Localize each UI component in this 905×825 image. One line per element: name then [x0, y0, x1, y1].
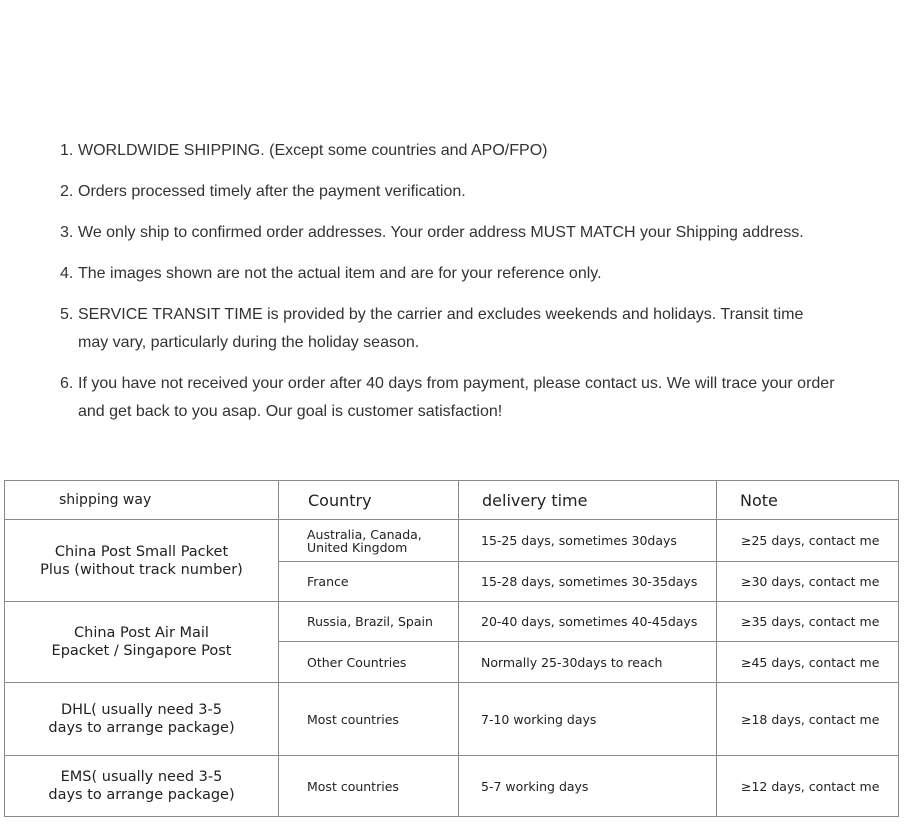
policy-item-5	[0, 301, 905, 357]
note-cell: ≥45 days, contact me	[717, 642, 899, 683]
country-line: United Kingdom	[307, 539, 408, 555]
delivery-time-cell: 5-7 working days	[459, 756, 717, 817]
note-cell: ≥18 days, contact me	[717, 683, 899, 756]
table-row	[5, 602, 899, 642]
note-cell: ≥30 days, contact me	[717, 562, 899, 602]
policy-number: 1.	[60, 142, 74, 159]
delivery-time-cell: 15-28 days, sometimes 30-35days	[459, 562, 717, 602]
policy-item-6	[0, 370, 905, 426]
table-row	[5, 520, 899, 562]
shipping-table	[4, 480, 899, 817]
shipping-way-cell	[5, 683, 279, 756]
country-cell: France	[279, 562, 459, 602]
shipping-way-line: days to arrange package)	[48, 787, 235, 803]
note-cell: ≥25 days, contact me	[717, 520, 899, 562]
policy-text: Orders processed timely after the payment verification.	[78, 183, 466, 200]
policy-number: 2.	[60, 183, 74, 200]
policy-item-4	[0, 260, 905, 288]
delivery-time-cell: 20-40 days, sometimes 40-45days	[459, 602, 717, 642]
shipping-way-line: Epacket / Singapore Post	[51, 643, 232, 659]
shipping-way-cell	[5, 756, 279, 817]
header-note: Note	[717, 481, 899, 520]
delivery-time-cell: 15-25 days, sometimes 30days	[459, 520, 717, 562]
policy-text: The images shown are not the actual item and are for your reference only.	[78, 265, 602, 282]
country-line: Australia, Canada,	[307, 526, 422, 542]
policy-text: We only ship to confirmed order addresses. Your order address MUST MATCH your Shipping address.	[78, 224, 804, 241]
note-cell: ≥35 days, contact me	[717, 602, 899, 642]
table-row	[5, 756, 899, 817]
policy-number: 6.	[60, 375, 74, 392]
table-row	[5, 683, 899, 756]
country-cell: Most countries	[279, 756, 459, 817]
delivery-time-cell: 7-10 working days	[459, 683, 717, 756]
delivery-time-cell: Normally 25-30days to reach	[459, 642, 717, 683]
shipping-way-line: China Post Air Mail	[74, 625, 209, 641]
shipping-policy-list	[0, 137, 905, 439]
policy-number: 4.	[60, 265, 74, 282]
note-cell: ≥12 days, contact me	[717, 756, 899, 817]
shipping-way-line: DHL( usually need 3-5	[60, 702, 222, 718]
policy-text: SERVICE TRANSIT TIME is provided by the carrier and excludes weekends and holidays. Transit time may vary, particularly during the holiday season.	[78, 306, 804, 351]
header-country: Country	[279, 481, 459, 520]
header-delivery-time: delivery time	[459, 481, 717, 520]
country-cell: Other Countries	[279, 642, 459, 683]
shipping-way-line: days to arrange package)	[48, 720, 235, 736]
policy-number: 3.	[60, 224, 74, 241]
country-cell	[279, 520, 459, 562]
policy-item-1	[0, 137, 905, 165]
shipping-way-line: EMS( usually need 3-5	[60, 769, 223, 785]
policy-item-2	[0, 178, 905, 206]
policy-text: If you have not received your order after 40 days from payment, please contact us. We will trace your order and get back to you asap. Our goal is customer satisfaction!	[78, 375, 835, 420]
table-header-row	[5, 481, 899, 520]
shipping-way-line: China Post Small Packet	[54, 543, 229, 560]
shipping-way-cell	[5, 602, 279, 683]
country-cell: Russia, Brazil, Spain	[279, 602, 459, 642]
shipping-way-line: Plus (without track number)	[40, 561, 243, 578]
policy-text: WORLDWIDE SHIPPING. (Except some countries and APO/FPO)	[78, 142, 548, 159]
country-cell: Most countries	[279, 683, 459, 756]
policy-number: 5.	[60, 306, 74, 323]
policy-item-3	[0, 219, 905, 247]
header-shipping-way: shipping way	[5, 481, 279, 520]
shipping-way-cell	[5, 520, 279, 602]
